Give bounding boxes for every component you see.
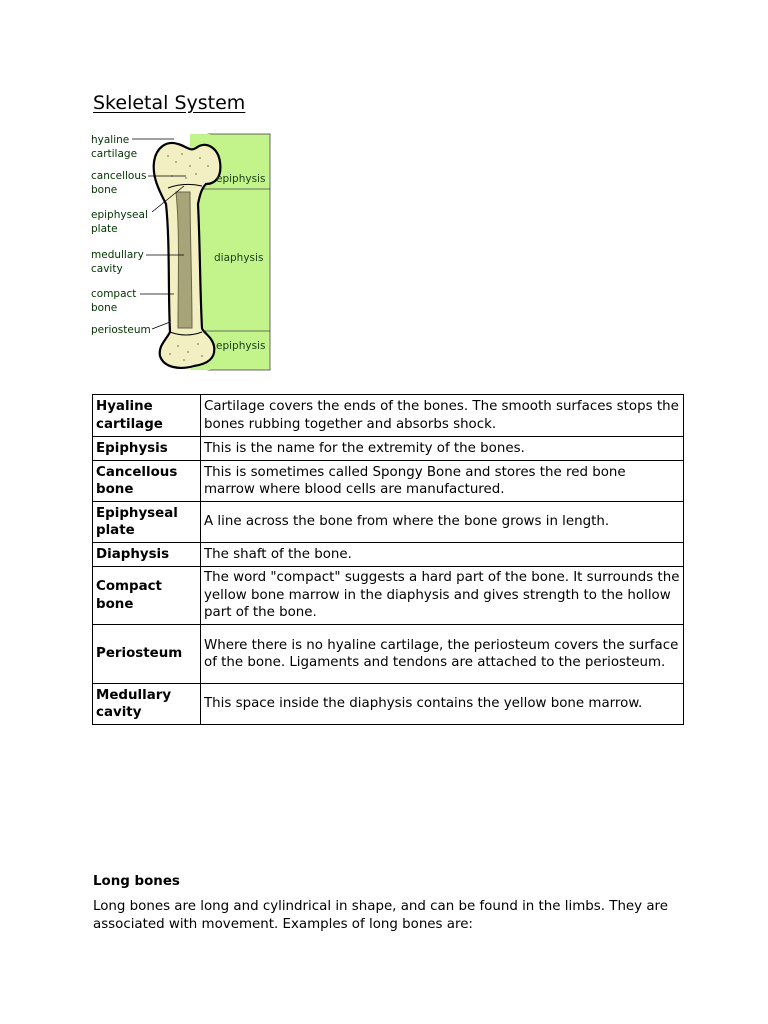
table-row	[93, 543, 684, 567]
term-cell: Diaphysis	[93, 543, 201, 567]
term-cell: Medullary cavity	[93, 684, 201, 725]
page-title: Skeletal System	[93, 92, 246, 114]
table-row	[93, 395, 684, 437]
label-periosteum: periosteum	[91, 324, 151, 336]
long-bones-paragraph: Long bones are long and cylindrical in shape, and can be found in the limbs. They are associated with movement. Examples of long bones are:	[93, 899, 668, 932]
label-compact-2: bone	[91, 302, 118, 314]
description-cell: The word "compact" suggests a hard part of the bone. It surrounds the yellow bone marrow in the diaphysis and gives strength to the hollow part of the bone.	[201, 567, 684, 625]
term-cell: Compact bone	[93, 567, 201, 625]
term-cell: Periosteum	[93, 625, 201, 684]
table-row	[93, 461, 684, 502]
term-cell: Cancellous bone	[93, 461, 201, 502]
bone-shaft	[176, 192, 192, 328]
description-cell: Where there is no hyaline cartilage, the periosteum covers the surface of the bone. Ligaments and tendons are attached to the periosteum.	[201, 625, 684, 684]
term-cell: Epiphysis	[93, 437, 201, 461]
label-medullary-1: medullary	[91, 249, 144, 261]
label-epiphyseal-2: plate	[91, 223, 118, 235]
description-cell: This is the name for the extremity of the bones.	[201, 437, 684, 461]
bone-parts-table	[92, 394, 684, 725]
table-row	[93, 625, 684, 684]
label-cancellous-1: cancellous	[91, 170, 147, 182]
label-hyaline-2: cartilage	[91, 148, 138, 160]
table-row	[93, 567, 684, 625]
table-row	[93, 502, 684, 543]
description-cell: This is sometimes called Spongy Bone and stores the red bone marrow where blood cells are manufactured.	[201, 461, 684, 502]
description-cell: A line across the bone from where the bone grows in length.	[201, 502, 684, 543]
label-medullary-2: cavity	[91, 263, 123, 275]
bone-diagram	[90, 132, 272, 372]
term-cell: Hyaline cartilage	[93, 395, 201, 437]
bone-diagram-svg	[90, 132, 272, 372]
description-cell: The shaft of the bone.	[201, 543, 684, 567]
label-cancellous-2: bone	[91, 184, 118, 196]
description-cell: This space inside the diaphysis contains the yellow bone marrow.	[201, 684, 684, 725]
description-cell: Cartilage covers the ends of the bones. The smooth surfaces stops the bones rubbing together and absorbs shock.	[201, 395, 684, 437]
table-row	[93, 684, 684, 725]
zone-label-epiphysis-top: epiphysis	[216, 173, 266, 185]
leader-periosteum	[152, 322, 170, 329]
long-bones-heading: Long bones	[93, 874, 180, 889]
term-cell: Epiphyseal plate	[93, 502, 201, 543]
zone-label-epiphysis-bottom: epiphysis	[216, 340, 266, 352]
label-epiphyseal-1: epiphyseal	[91, 209, 148, 221]
zone-label-diaphysis: diaphysis	[214, 252, 264, 264]
table-row	[93, 437, 684, 461]
label-compact-1: compact	[91, 288, 137, 300]
label-hyaline-1: hyaline	[91, 134, 130, 146]
